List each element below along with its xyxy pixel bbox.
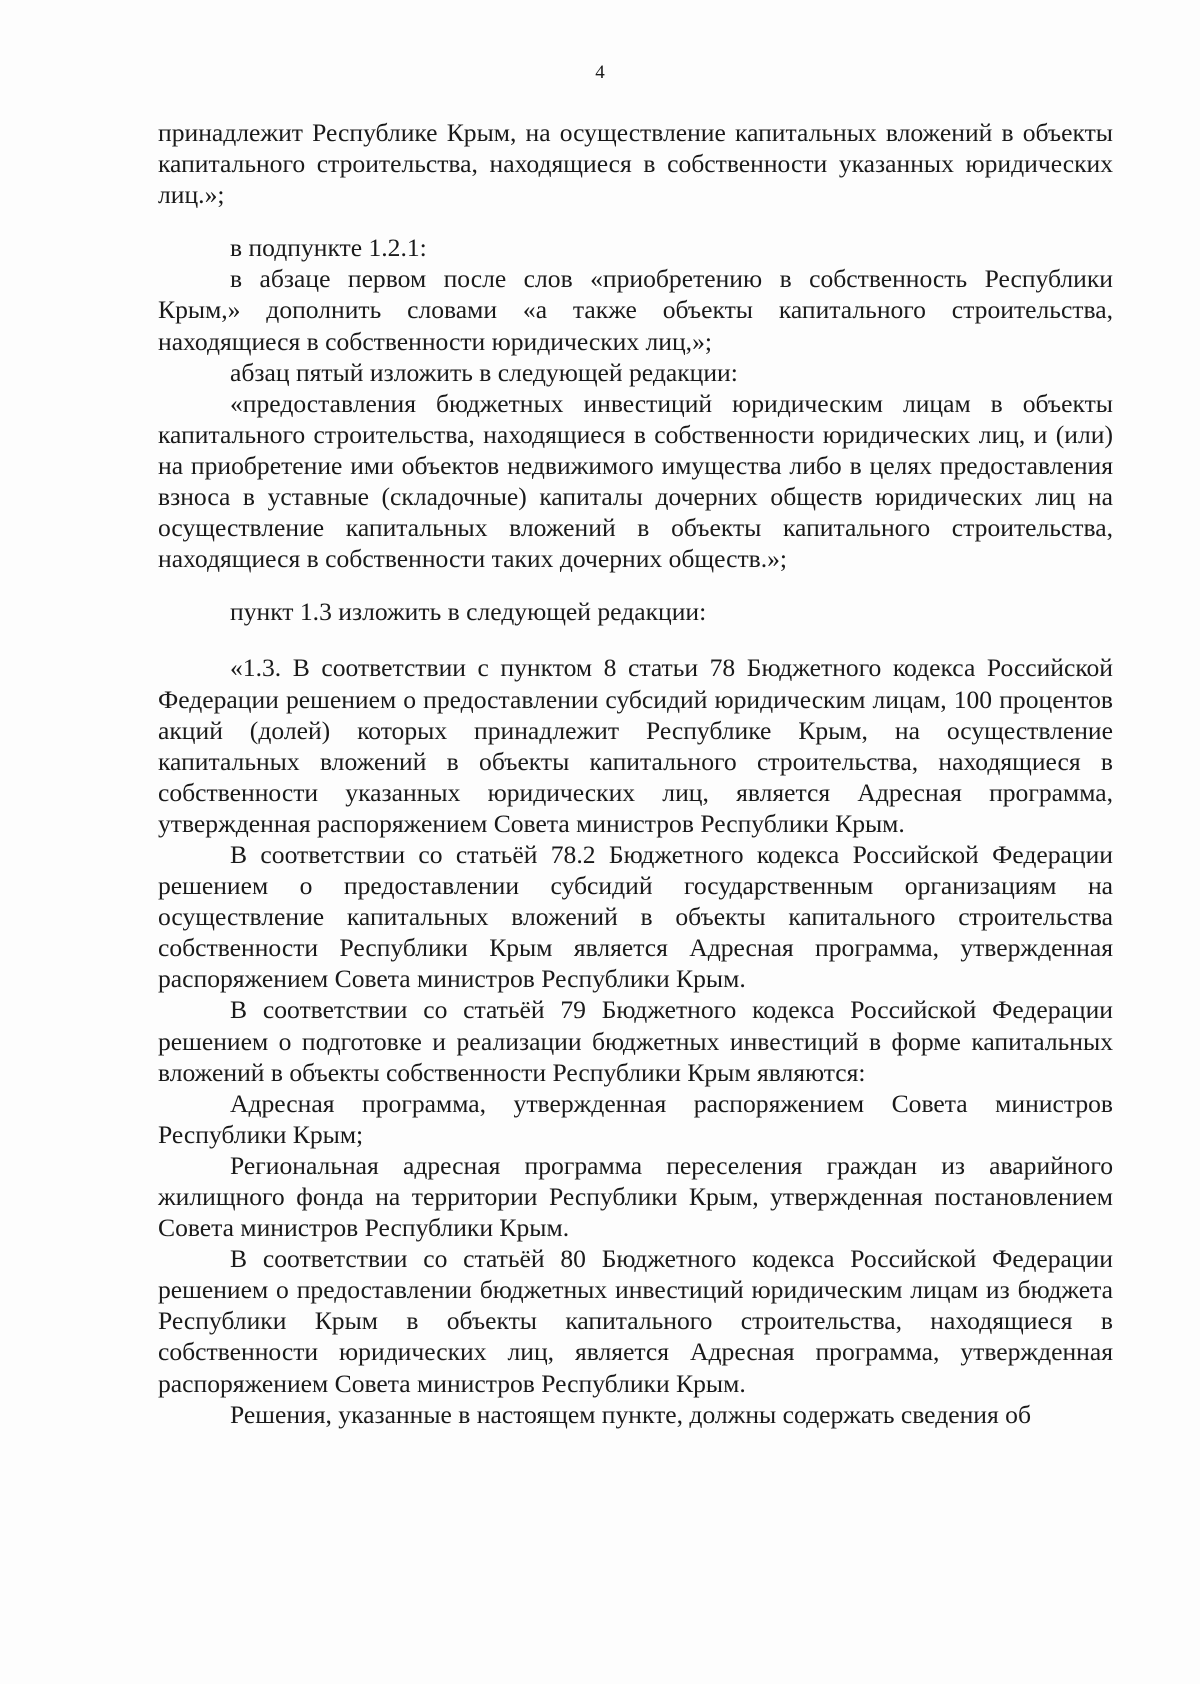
paragraph-address-program: Адресная программа, утвержденная распоряжением Совета министров Республики Крым; <box>158 1088 1113 1149</box>
paragraph-new-wording: «предоставления бюджетных инвестиций юридическим лицам в объекты капитального строительства, находящиеся в собственности юридических лиц, и (или) на приобретение ими объектов недвижимого имущества либо в целях предоставления взноса в уставные (складочные) капиталы дочерних обществ юридических лиц на осуществление капитальных вложений в объекты капитального строительства, находящиеся в собственности таких дочерних обществ.»; <box>158 388 1113 574</box>
document-body <box>158 117 1113 1430</box>
paragraph-continuation: принадлежит Республике Крым, на осуществление капитальных вложений в объекты капитального строительства, находящиеся в собственности указанных юридических лиц.»; <box>158 118 1113 210</box>
paragraph-amendment-first-para: в абзаце первом после слов «приобретению в собственность Республики Крым,» дополнить словами «а также объекты капитального строительства, находящиеся в собственности юридических лиц,»; <box>158 264 1113 356</box>
paragraph-article-78-2: В соответствии со статьёй 78.2 Бюджетного кодекса Российской Федерации решением о предоставлении субсидий государственным организациям на осуществление капитальных вложений в объекты капитального строительства собственности Республики Крым является Адресная программа, утвержденная распоряжением Совета министров Республики Крым. <box>158 839 1113 994</box>
paragraph-decisions: Решения, указанные в настоящем пункте, должны содержать сведения об <box>230 1399 1031 1429</box>
paragraph-subpoint-heading: в подпункте 1.2.1: <box>230 233 427 263</box>
page-number: 4 <box>595 62 605 83</box>
paragraph-point-1-3-article-78: «1.3. В соответствии с пунктом 8 статьи 78 Бюджетного кодекса Российской Федерации решением о предоставлении субсидий юридическим лицам, 100 процентов акций (долей) которых принадлежит Республике Крым, на осуществление капитальных вложений в объекты капитального строительства, находящиеся в собственности указанных юридических лиц, является Адресная программа, утвержденная распоряжением Совета министров Республики Крым. <box>158 653 1113 838</box>
paragraph-regional-program: Региональная адресная программа переселения граждан из аварийного жилищного фонда на территории Республики Крым, утвержденная постановлением Совета министров Республики Крым. <box>158 1150 1113 1243</box>
paragraph-amendment-fifth-para: абзац пятый изложить в следующей редакции: <box>230 357 738 387</box>
paragraph-point-1-3-heading: пункт 1.3 изложить в следующей редакции: <box>230 597 707 627</box>
paragraph-article-79: В соответствии со статьёй 79 Бюджетного кодекса Российской Федерации решением о подготовке и реализации бюджетных инвестиций в форме капитальных вложений в объекты собственности Республики Крым являются: <box>158 995 1113 1087</box>
paragraph-article-80: В соответствии со статьёй 80 Бюджетного кодекса Российской Федерации решением о предоставлении бюджетных инвестиций юридическим лицам из бюджета Республики Крым в объекты капитального строительства, находящиеся в собственности юридических лиц, является Адресная программа, утвержденная распоряжением Совета министров Республики Крым. <box>158 1244 1113 1398</box>
